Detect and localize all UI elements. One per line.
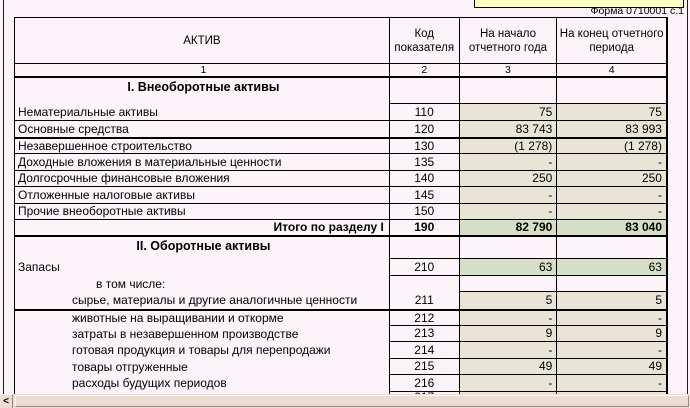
value-begin-cell[interactable]: 9 [460, 326, 558, 342]
value-end-cell[interactable]: 83 040 [557, 220, 667, 237]
balance-sheet-table [14, 17, 668, 395]
form-number-label: Форма 0710001 с.1 [590, 5, 684, 17]
value-begin-cell[interactable]: - [460, 311, 558, 326]
scrollbar-thumb[interactable] [15, 395, 689, 407]
value-end-cell[interactable]: - [557, 204, 667, 220]
row-code-cell[interactable]: 150 [390, 204, 460, 220]
table-row-section [15, 78, 667, 104]
value-begin-cell[interactable] [460, 78, 558, 104]
table-row-section [15, 237, 667, 259]
value-begin-cell[interactable]: 250 [460, 171, 558, 187]
row-label-cell[interactable]: Нематериальные активы [15, 104, 390, 121]
row-label-cell[interactable]: Запасы [15, 259, 390, 276]
value-begin-cell[interactable]: 75 [460, 104, 558, 121]
header-code: Код показателя [390, 18, 460, 64]
row-label-cell[interactable]: Отложенные налоговые активы [15, 187, 390, 204]
page-left-frame-line [3, 0, 4, 394]
value-begin-cell[interactable]: - [460, 187, 558, 204]
row-code-cell[interactable]: 216 [390, 375, 460, 392]
value-end-cell[interactable] [557, 78, 667, 104]
value-end-cell[interactable]: 83 993 [557, 121, 667, 137]
value-end-cell[interactable]: - [557, 375, 667, 392]
horizontal-scrollbar[interactable] [0, 394, 690, 408]
row-label-cell[interactable]: Долгосрочные финансовые вложения [15, 171, 390, 187]
row-label-cell[interactable]: I. Внеоборотные активы [15, 78, 390, 104]
table-row-215 [15, 359, 667, 375]
table-row-211 [15, 292, 667, 309]
table-row-216 [15, 375, 667, 392]
row-code-cell[interactable]: 110 [390, 104, 460, 121]
row-label-cell[interactable]: Незавершенное строительство [15, 139, 390, 154]
row-code-cell[interactable]: 140 [390, 171, 460, 187]
table-row-145 [15, 187, 667, 204]
row-label-cell[interactable]: затраты в незавершенном производстве [15, 326, 390, 342]
row-label-cell[interactable]: Доходные вложения в материальные ценности [15, 154, 390, 171]
value-end-cell[interactable] [557, 276, 667, 292]
value-begin-cell[interactable]: 83 743 [460, 121, 558, 137]
value-end-cell[interactable]: - [557, 311, 667, 326]
row-code-cell[interactable] [390, 78, 460, 104]
value-begin-cell[interactable]: - [460, 154, 558, 171]
row-code-cell[interactable] [390, 237, 460, 259]
column-numbering-row [15, 64, 667, 78]
value-begin-cell[interactable]: 49 [460, 359, 558, 375]
header-end: На конец отчетного периода [557, 18, 667, 64]
row-code-cell[interactable]: 130 [390, 139, 460, 154]
row-label-cell[interactable]: Прочие внеоборотные активы [15, 204, 390, 220]
table-row-sublabel [15, 276, 667, 292]
table-row-214 [15, 342, 667, 359]
row-code-cell[interactable]: 210 [390, 259, 460, 276]
row-code-cell[interactable]: 190 [390, 220, 460, 237]
row-code-cell[interactable]: 212 [390, 311, 460, 326]
table-row-190 [15, 220, 667, 237]
row-label-cell[interactable]: II. Оборотные активы [15, 237, 390, 259]
row-code-cell[interactable]: 120 [390, 121, 460, 137]
row-code-cell[interactable]: 145 [390, 187, 460, 204]
row-code-cell[interactable]: 215 [390, 359, 460, 375]
row-label-cell[interactable]: Основные средства [15, 121, 390, 137]
value-begin-cell[interactable]: (1 278) [460, 139, 558, 154]
table-row-130 [15, 137, 667, 154]
row-label-cell[interactable]: готовая продукция и товары для перепродажи [15, 342, 390, 359]
page-right-frame-line [687, 0, 688, 394]
value-end-cell[interactable]: 63 [557, 259, 667, 276]
row-label-cell[interactable]: товары отгруженные [15, 359, 390, 375]
header-begin: На начало отчетного года [460, 18, 558, 64]
colnum-3: 3 [460, 64, 558, 78]
scrollbar-left-arrow-icon[interactable]: < [0, 394, 13, 408]
header-aktiv: АКТИВ [15, 18, 390, 64]
value-begin-cell[interactable]: - [460, 204, 558, 220]
value-end-cell[interactable]: 5 [557, 292, 667, 309]
value-begin-cell[interactable]: 5 [460, 292, 558, 309]
row-code-cell[interactable]: 213 [390, 326, 460, 342]
value-end-cell[interactable]: 250 [557, 171, 667, 187]
colnum-1: 1 [15, 64, 390, 78]
value-end-cell[interactable]: 9 [557, 326, 667, 342]
table-header-row [15, 18, 667, 64]
value-end-cell[interactable]: 49 [557, 359, 667, 375]
row-code-cell[interactable]: 135 [390, 154, 460, 171]
table-row-210 [15, 259, 667, 276]
value-end-cell[interactable]: (1 278) [557, 139, 667, 154]
value-begin-cell[interactable] [460, 237, 558, 259]
row-code-cell[interactable]: 211 [390, 292, 460, 309]
value-begin-cell[interactable]: 82 790 [460, 220, 558, 237]
row-label-cell[interactable]: в том числе: [15, 276, 390, 292]
row-label-cell[interactable]: расходы будущих периодов [15, 375, 390, 392]
value-begin-cell[interactable]: 63 [460, 259, 558, 276]
value-begin-cell[interactable] [460, 276, 558, 292]
value-begin-cell[interactable]: - [460, 375, 558, 392]
value-begin-cell[interactable]: - [460, 342, 558, 359]
row-label-cell[interactable]: Итого по разделу I [15, 220, 390, 237]
row-code-cell[interactable] [390, 276, 460, 292]
value-end-cell[interactable]: - [557, 154, 667, 171]
row-code-cell[interactable]: 214 [390, 342, 460, 359]
table-row-110 [15, 104, 667, 121]
value-end-cell[interactable]: - [557, 187, 667, 204]
row-label-cell[interactable]: животные на выращивании и откорме [15, 311, 390, 326]
table-row-213 [15, 326, 667, 342]
row-label-cell[interactable]: сырье, материалы и другие аналогичные ценности [15, 292, 390, 309]
table-row-140 [15, 171, 667, 187]
table-row-135 [15, 154, 667, 171]
table-row-150 [15, 204, 667, 220]
colnum-2: 2 [390, 64, 460, 78]
table-row-120 [15, 121, 667, 137]
value-end-cell[interactable]: 75 [557, 104, 667, 121]
colnum-4: 4 [557, 64, 667, 78]
value-end-cell[interactable]: - [557, 342, 667, 359]
table-row-212 [15, 309, 667, 326]
value-end-cell[interactable] [557, 237, 667, 259]
